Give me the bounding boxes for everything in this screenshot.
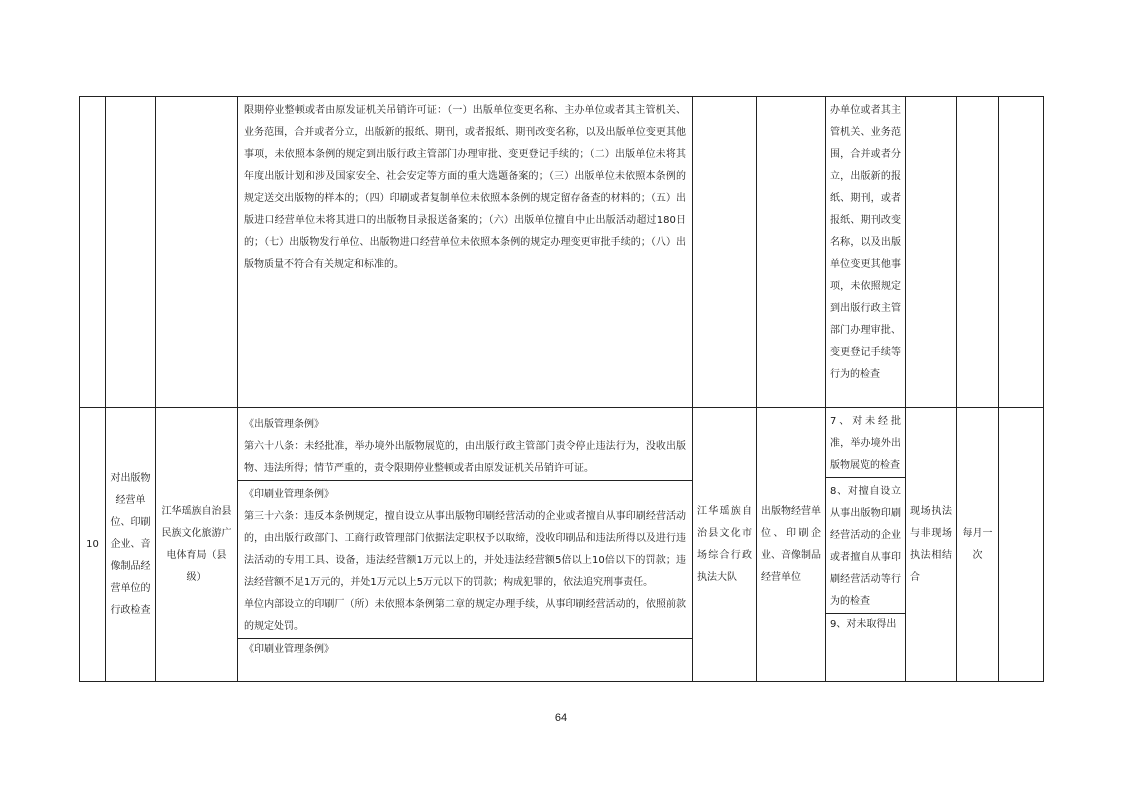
cell-legal-basis — [238, 97, 693, 408]
cell-frequency — [957, 97, 999, 408]
cell-remark — [999, 408, 1044, 682]
page-number: 64 — [554, 712, 568, 724]
cell-check-items — [826, 408, 906, 682]
legal-block-publishing — [238, 408, 692, 481]
cell-check-item — [826, 97, 906, 408]
row-index: 10 — [86, 538, 99, 550]
cell-frequency — [957, 408, 999, 682]
cell-item-name — [106, 408, 156, 682]
cell-index — [80, 97, 106, 408]
cell-item-name — [106, 97, 156, 408]
cell-object — [757, 408, 826, 682]
table-row-10 — [80, 408, 1044, 682]
legal-block-printing-cont — [238, 639, 692, 661]
executor-text: 江华瑶族自治县文化市场综合行政执法大队 — [697, 505, 752, 583]
authority-text: 江华瑶族自治县民族文化旅游广电体育局（县级） — [161, 505, 232, 583]
cell-method — [906, 408, 957, 682]
legal-block-text: 第三十六条：违反本条例规定，擅自设立从事出版物印刷经营活动的企业或者擅自从事印刷经营活动的，由出版行政部门、工商行政管理部门依据法定职权予以取缔，没收印刷品和违法所得以及进行违法活动的专用工具、设备，违法经营额1万元以上的，并处违法经营额5倍以上10倍以下的罚款；违法经营额不足1万元的，并处1万元以上5万元以下的罚款；构成犯罪的，依法追究刑事责任。 — [244, 511, 686, 588]
cell-object — [757, 97, 826, 408]
item-name-text: 对出版物经营单位、印刷企业、音像制品经营单位的行政检查 — [110, 472, 151, 616]
cell-authority — [156, 408, 238, 682]
legal-block-text: 第六十八条：未经批准，举办境外出版物展览的，由出版行政主管部门责令停止违法行为，没收出版物、违法所得；情节严重的，责令限期停业整顿或者由原发证机关吊销许可证。 — [244, 441, 686, 474]
legal-block-title: 《印刷业管理条例》 — [244, 644, 334, 655]
cell-executor — [693, 97, 757, 408]
check-item-7: 7、对未经批准，举办境外出版物展览的检查 — [826, 408, 905, 478]
cell-method — [906, 97, 957, 408]
inspection-table — [79, 96, 1044, 682]
legal-block-printing — [238, 481, 692, 639]
table-row-continuation — [80, 97, 1044, 408]
object-text: 出版物经营单位、印刷企业、音像制品经营单位 — [761, 505, 821, 583]
legal-block-title: 《出版管理条例》 — [244, 419, 324, 430]
check-item-text: 办单位或者其主管机关、业务范围，合并或者分立，出版新的报纸、期刊，或者报纸、期刊改变名称，以及出版单位变更其他事项，未依照规定到出版行政主管部门办理审批、变更登记手续等行为的检查 — [830, 105, 901, 380]
legal-block-title: 《印刷业管理条例》 — [244, 489, 334, 500]
legal-basis-text: 限期停业整顿或者由原发证机关吊销许可证：（一）出版单位变更名称、主办单位或者其主管机关、业务范围，合并或者分立，出版新的报纸、期刊，或者报纸、期刊改变名称，以及出版单位变更其他事项，未依照本条例的规定到出版行政主管部门办理审批、变更登记手续的；（二）出版单位未将其年度出版计划和涉及国家安全、社会安定等方面的重大选题备案的；（三）出版单位未依照本条例的规定送交出版物的样本的；（四）印刷或者复制单位未依照本条例的规定留存备查的材料的；（五）出版进口经营单位未将其进口的出版物目录报送备案的；（六）出版单位擅自中止出版活动超过180日的；（七）出版物发行单位、出版物进口经营单位未依照本条例的规定办理变更审批手续的；（八）出版物质量不符合有关规定和标准的。 — [244, 105, 686, 270]
method-text: 现场执法与非现场执法相结合 — [910, 505, 952, 583]
check-item-8: 8、对擅自设立从事出版物印刷经营活动的企业或者擅自从事印刷经营活动等行为的检查 — [826, 478, 905, 614]
check-item-9: 9、对未取得出 — [830, 619, 897, 630]
legal-block-text-2: 单位内部设立的印刷厂（所）未依照本条例第二章的规定办理手续，从事印刷经营活动的，依照前款的规定处罚。 — [244, 599, 686, 632]
cell-authority — [156, 97, 238, 408]
frequency-text: 每月一次 — [962, 527, 993, 561]
cell-index — [80, 408, 106, 682]
cell-remark — [999, 97, 1044, 408]
cell-legal-basis — [238, 408, 693, 682]
cell-executor — [693, 408, 757, 682]
